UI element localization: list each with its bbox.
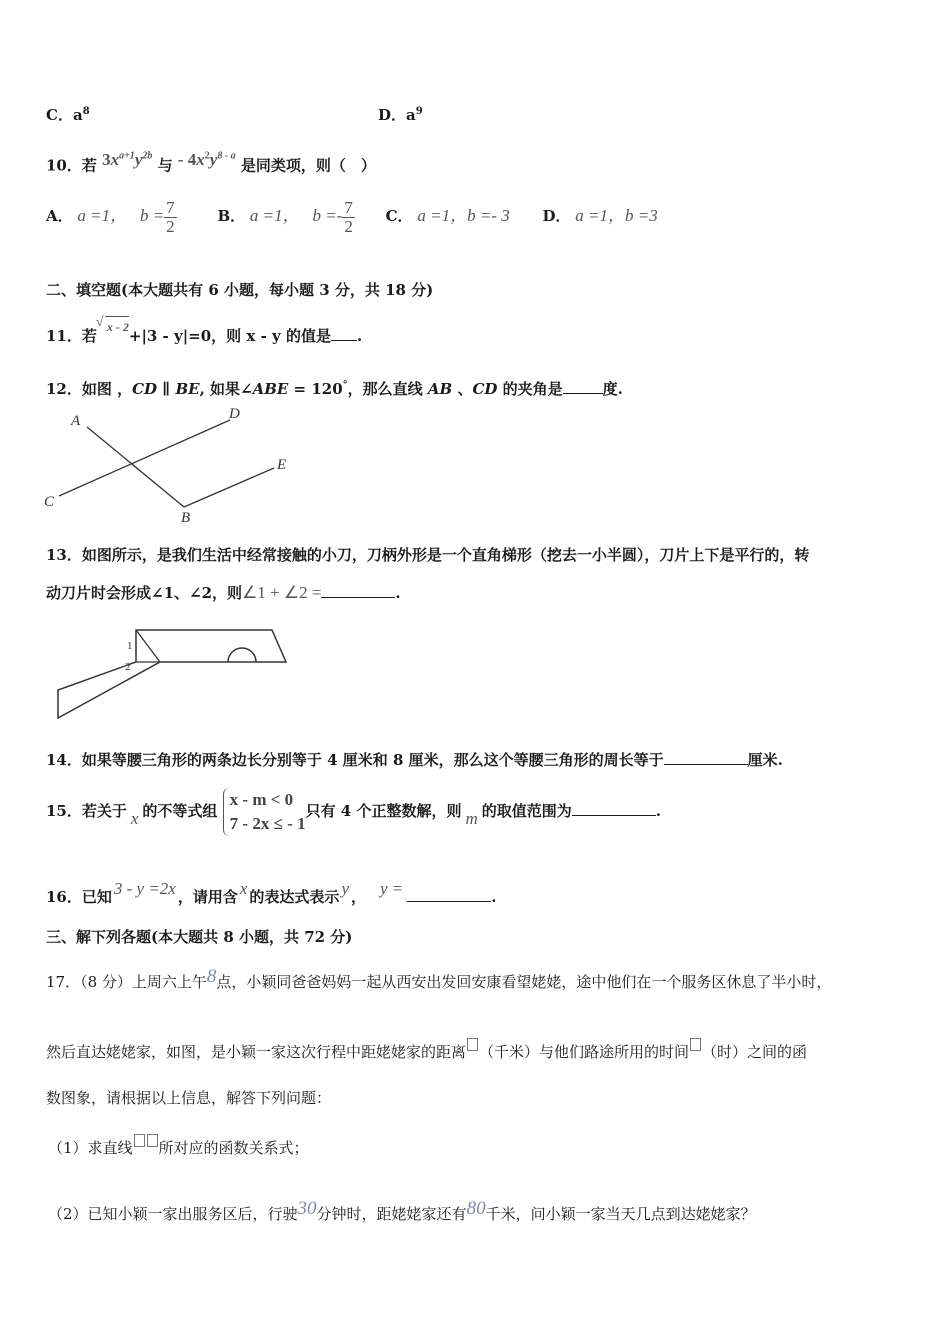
q17-part2: （2）已知小颖一家出服务区后，行驶30分钟时，距姥姥家还有80千米，问小颖一家当天几点到达姥姥家？: [48, 1198, 756, 1223]
q12-blank: [563, 379, 603, 394]
q16: 16．已知 3 - y =2x ，请用含 x 的表达式表示 y ， y = .: [46, 879, 497, 906]
q10-stem: 10．若 $3x^{a+1}y^{2b}$ 与 - $4x^2y^{8 - a}$ 是同类项，则（ ）: [46, 149, 376, 175]
q17-part1: （1）求直线 所对应的函数关系式；: [48, 1134, 309, 1161]
q13-line1: 13．如图所示，是我们生活中经常接触的小刀，刀柄外形是一个直角梯形（挖去一小半圆），刀片上下是平行的，转: [46, 546, 810, 564]
angle-2-label: 2: [125, 661, 131, 673]
section-2-heading: 二、填空题(本大题共有 6 小题，每小题 3 分，共 18 分): [46, 281, 434, 299]
label-e: E: [277, 457, 287, 473]
q9-option-c: C．$a^8$: [46, 106, 90, 124]
q14-blank: [664, 750, 748, 765]
frac-b: $\frac{7}{2}$: [344, 197, 353, 236]
q13-blank: [321, 583, 395, 598]
q17-line1: 17．（8 分）上周六上午8点，小颖同爸爸妈妈一起从西安出发回安康看望姥姥，途中他们在一个服务区休息了半小时，: [46, 966, 832, 991]
var-y-placeholder: [467, 1038, 478, 1051]
q10-options: A． a =1， b = $\frac{7}{2}$ B． a =1， b =- $\frac{7}{2}$ C． a =1，b =- 3 D． a =1，b =3: [46, 197, 658, 236]
q17-line2: 然后直达姥姥家，如图，是小颖一家这次行程中距姥姥家的距离 （千米）与他们路途所用的时间 （时）之间的函: [46, 1038, 807, 1065]
q13-line2: 动刀片时会形成∠1、∠2，则∠1 + ∠2 = .: [46, 583, 401, 602]
figure-13-knife: [50, 622, 295, 726]
angle-1-label: 1: [127, 640, 133, 652]
q17-line3: 数图象，请根据以上信息，解答下列问题：: [46, 1089, 332, 1107]
line-cd: [59, 420, 230, 496]
figure-12: [40, 402, 300, 528]
inequality-system: x - m < 0 7 - 2x ≤ - 1: [223, 788, 306, 836]
sqrt-radical: √ x - 2: [105, 316, 129, 337]
q16-blank: [407, 887, 491, 902]
q9-option-d: D．$a^9$: [378, 106, 423, 124]
q12: 12．如图 ，CD ∥ BE, 如果∠ABE = 120°，那么直线 AB 、CD 的夹角是 度.: [46, 380, 623, 398]
q11: 11．若√ x - 2+|3 - y|=0，则 x - y 的值是 .: [46, 316, 362, 346]
line-be: [184, 468, 274, 507]
label-d: D: [229, 406, 240, 422]
frac-a: $\frac{7}{2}$: [166, 197, 175, 236]
section-3-heading: 三、解下列各题(本大题共 8 小题，共 72 分): [46, 928, 353, 946]
point-placeholder-1: [134, 1134, 145, 1147]
point-placeholder-2: [147, 1134, 158, 1147]
q11-blank: [331, 326, 357, 341]
q15: 15．若关于 x 的不等式组 x - m < 0 7 - 2x ≤ - 1 只有 4 个正整数解，则 m 的取值范围为 .: [46, 786, 661, 844]
label-b: B: [181, 510, 191, 526]
label-a: A: [71, 413, 81, 429]
label-c: C: [44, 494, 55, 510]
q14: 14．如果等腰三角形的两条边长分别等于 4 厘米和 8 厘米，那么这个等腰三角形的周长等于 厘米.: [46, 751, 783, 769]
var-x-placeholder: [690, 1038, 701, 1051]
line-ab: [87, 427, 184, 507]
q15-blank: [572, 801, 656, 816]
knife-blade-edge: [136, 630, 160, 662]
knife-handle: [58, 630, 286, 718]
